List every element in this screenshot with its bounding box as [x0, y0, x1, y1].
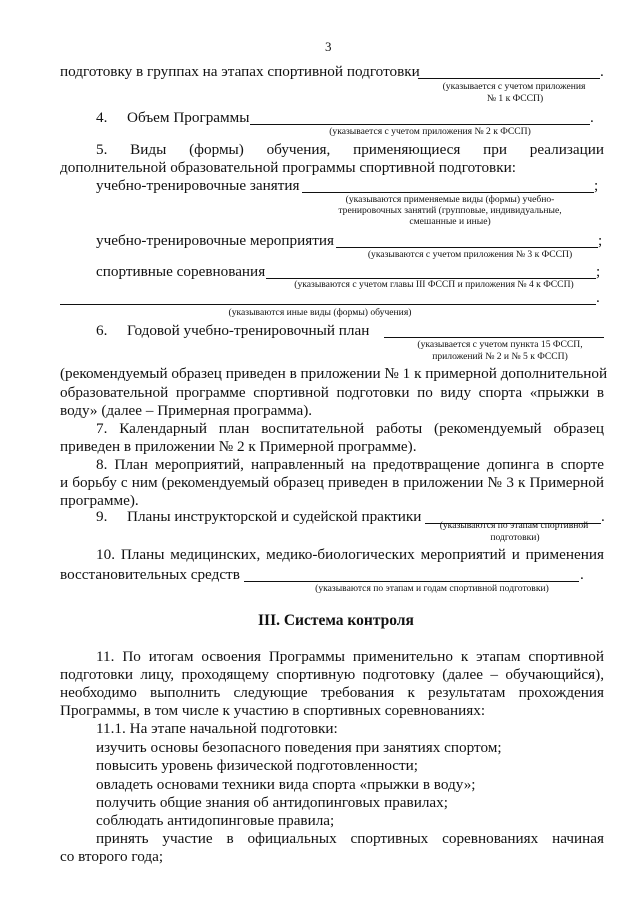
text-line: необходимо выполнить следующие требования к результатам прохождения	[60, 684, 604, 701]
field-hint: № 1 к ФССП)	[486, 93, 544, 104]
text-line: Программы, в том числе к участию в спортивных соревнованиях:	[60, 702, 486, 719]
punctuation: .	[601, 508, 605, 525]
field-hint: смешанные и иные)	[409, 216, 491, 227]
field-hint: (указываются по этапам и годам спортивной подготовки)	[315, 583, 549, 594]
punctuation: .	[590, 109, 594, 126]
fill-blank-line	[418, 78, 600, 79]
punctuation: ;	[594, 177, 599, 194]
fill-blank-line	[336, 247, 598, 248]
text-line: учебно-тренировочные мероприятия	[96, 232, 334, 249]
text-line: повысить уровень физической подготовленности;	[96, 757, 419, 774]
text-line: принять участие в официальных спортивных соревнованиях начиная	[96, 830, 604, 847]
text-line: со второго года;	[60, 848, 164, 865]
text-line: программе).	[60, 492, 139, 509]
fill-blank-line	[384, 337, 604, 338]
text-line: дополнительной образовательной программы спортивной подготовки:	[60, 159, 516, 176]
text-line: образовательной программе спортивной подготовки по виду спорта «прыжки в	[60, 384, 604, 401]
punctuation: ;	[598, 232, 603, 249]
text-line: изучить основы безопасного поведения при занятиях спортом;	[96, 739, 502, 756]
item-number: 6.	[96, 322, 108, 339]
text-line: и борьбу с ним (рекомендуемый образец приведен в приложении № 3 к Примерной	[60, 474, 604, 491]
text-line: овладеть основами техники вида спорта «прыжки в воду»;	[96, 776, 476, 793]
fill-blank-line	[302, 192, 594, 193]
fill-blank-line	[244, 581, 579, 582]
field-hint: (указываются с учетом главы III ФССП и приложения № 4 к ФССП)	[294, 279, 574, 290]
text-line: воду» (далее – Примерная программа).	[60, 402, 313, 419]
fill-blank-line	[60, 304, 596, 305]
punctuation: .	[600, 63, 604, 80]
text-line: получить общие знания об антидопинговых правилах;	[96, 794, 448, 811]
field-hint: (указываются по этапам спортивной	[439, 520, 589, 531]
punctuation: .	[596, 289, 600, 306]
field-hint: (указываются с учетом приложения № 3 к ФССП)	[367, 249, 573, 260]
field-hint: тренировочных занятий (групповые, индивидуальные,	[338, 205, 562, 216]
field-hint: (указываются иные виды (формы) обучения)	[228, 307, 412, 318]
text-line: 5. Виды (формы) обучения, применяющиеся при реализации	[96, 141, 604, 158]
page-number: 3	[325, 39, 332, 54]
text-line: Объем Программы	[127, 109, 250, 126]
text-line: учебно-тренировочные занятия	[96, 177, 300, 194]
text-line: соблюдать антидопинговые правила;	[96, 812, 335, 829]
field-hint: подготовки)	[490, 532, 540, 543]
text-line: 10. Планы медицинских, медико-биологических мероприятий и применения	[96, 546, 604, 563]
text-line: спортивные соревнования	[96, 263, 266, 280]
punctuation: .	[580, 566, 584, 583]
item-number: 9.	[96, 508, 108, 525]
text-line: 7. Календарный план воспитательной работы (рекомендуемый образец	[96, 420, 604, 437]
text-line: 8. План мероприятий, направленный на предотвращение допинга в спорте	[96, 456, 604, 473]
text-line: 11.1. На этапе начальной подготовки:	[96, 720, 338, 737]
field-hint: (указывается с учетом пункта 15 ФССП,	[417, 339, 583, 350]
item-number: 4.	[96, 109, 108, 126]
text-line: 11. По итогам освоения Программы применительно к этапам спортивной	[96, 648, 604, 665]
text-line: (рекомендуемый образец приведен в приложении № 1 к примерной дополнительной	[60, 365, 608, 382]
field-hint: (указывается с учетом приложения № 2 к ФССП)	[329, 126, 531, 137]
text-line: Годовой учебно-тренировочный план	[127, 322, 370, 339]
field-hint: (указывается с учетом приложения	[442, 81, 586, 92]
field-hint: (указываются применяемые виды (формы) учебно-	[345, 194, 555, 205]
field-hint: приложений № 2 и № 5 к ФССП)	[432, 351, 568, 362]
text-line: приведен в приложении № 2 к Примерной программе).	[60, 438, 417, 455]
text-line: подготовку в группах на этапах спортивной подготовки	[60, 63, 420, 80]
text-line: восстановительных средств	[60, 566, 240, 583]
fill-blank-line	[250, 124, 590, 125]
section-title: III. Система контроля	[258, 612, 414, 629]
punctuation: ;	[596, 263, 601, 280]
text-line: подготовки лицу, проходящему спортивную подготовку (далее – обучающийся),	[60, 666, 604, 683]
text-line: Планы инструкторской и судейской практики	[127, 508, 422, 525]
